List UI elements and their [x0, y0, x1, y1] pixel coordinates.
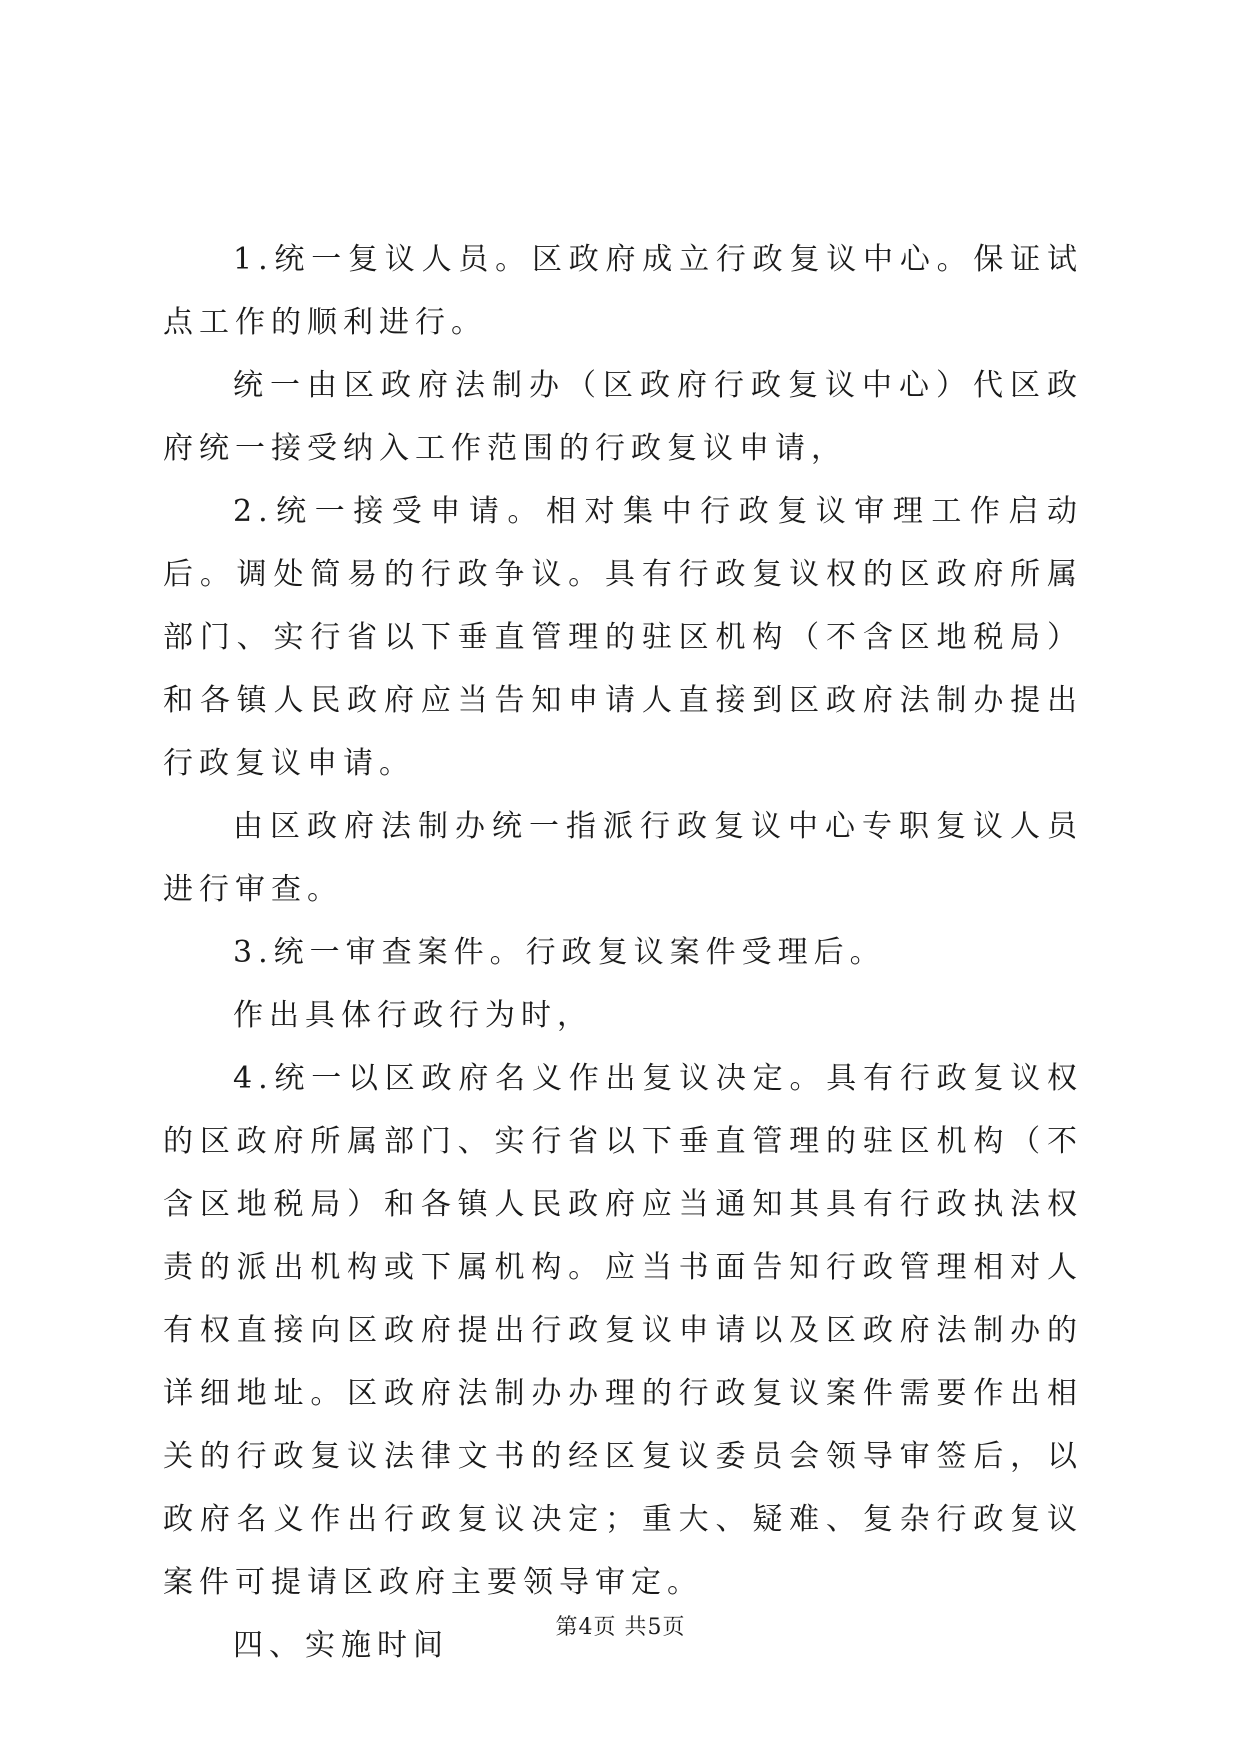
page-number-footer: 第4页 共5页 — [555, 1615, 686, 1640]
paragraph-2: 统一由区政府法制办（区政府行政复议中心）代区政府统一接受纳入工作范围的行政复议申请， — [163, 368, 1083, 466]
paragraph-7: 4.统一以区政府名义作出复议决定。具有行政复议权的区政府所属部门、实行省以下垂直管理的驻区机构（不含区地税局）和各镇人民政府应当通知其具有行政执法权责的派出机构或下属机构。应当书面告知行政管理相对人有权直接向区政府提出行政复议申请以及区政府法制办的详细地址。区政府法制办办理的行政复议案件需要作出相关的行政复议法律文书的经区复议委员会领导审签后，以政府名义作出行政复议决定；重大、疑难、复杂行政复议案件可提请区政府主要领导审定。 — [163, 1061, 1083, 1600]
paragraph-5: 3.统一审查案件。行政复议案件受理后。 — [233, 935, 886, 970]
paragraph-4: 由区政府法制办统一指派行政复议中心专职复议人员进行审查。 — [163, 809, 1083, 907]
document-body — [163, 228, 1083, 1677]
paragraph-3: 2.统一接受申请。相对集中行政复议审理工作启动后。调处简易的行政争议。具有行政复议权的区政府所属部门、实行省以下垂直管理的驻区机构（不含区地税局）和各镇人民政府应当告知申请人直接到区政府法制办提出行政复议申请。 — [163, 494, 1083, 781]
section-heading: 四、实施时间 — [233, 1628, 449, 1663]
paragraph-6: 作出具体行政行为时， — [233, 998, 593, 1033]
paragraph-1: 1.统一复议人员。区政府成立行政复议中心。保证试点工作的顺利进行。 — [163, 242, 1083, 340]
